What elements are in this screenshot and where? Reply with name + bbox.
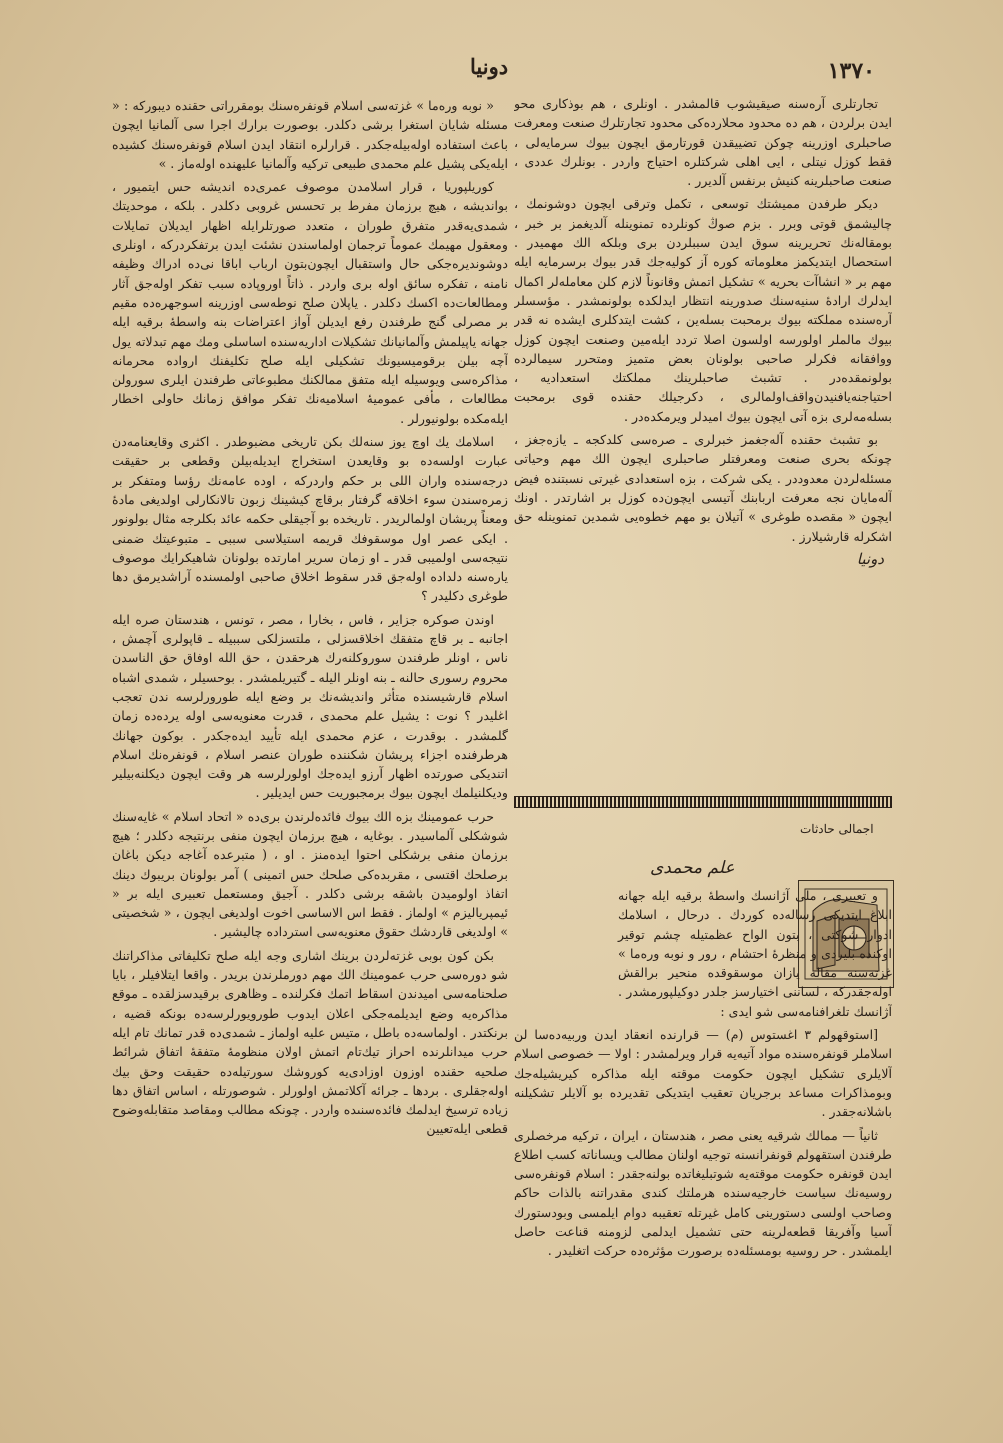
telegram-paragraph: ثانياً — ممالك شرقيه يعنى مصر ، هندستان ، ايران ، تركيه مرخصلرى طرفندن استقهولم قونفرانسنه توجيه اولنان مطالب ويساناته كسب اطلاع ايدن قونفره حكومت موقته‌يه شوتبليغاتده بولنه‌جقدر : اسلام قونفرەسى روسيه‌نك سياست خارجيه‌سنده هرملتك كندى مقدراتنه بالذات حاكم وصاحب اولسى دستورينى كامل غيرتله تعقيبه دوام ايلمسى وبودستورك آسيا وآفريقا قطعه‌لرينه حتى تشميل ايدلمى لزومنه قناعت حاصل ايلمشدر . حر روسيه بومسئله‌ده برصورت مؤثره‌ده حركت اتغليدر . — [514, 1127, 892, 1259]
journal-title: دونيا — [470, 54, 509, 79]
article-signature: دونيا — [856, 549, 884, 568]
news-title: علم محمدى — [650, 858, 735, 878]
article-paragraph: اوندن صوکره جزایر ، فاس ، بخارا ، مصر ، تونس ، هندستان صره ایله اجانبه ـ بر قاچ متفقك اخلاقسزلی ، ملتسزلكی سببیله ـ قاپولرى آچمش ، ناس ، اونلر طرفندن سوروکلنه‌رك هرحقدن ، حق الله اوفاق حق الناسدن محروم رسوری حالنه ـ بنه اونلر اليله ـ گتیریلمشدر . بوحسیلر ، شمدی اشباه اسلام قارشیسنده متأثر واندیشه‌نك بر وضع ايله طورورلرسه ندن تعجب اغليدر ؟ نوت : يشیل علم محمدی ، قدرت معنویه‌سی اوله‌ یرده‌ده زمان گلمشدر . بوقدرت ، عزم محمدی ايله تأييد ايده‌جکدر . بوکون جهانك هرطرفنده اجزاء پریشان شکننده طوران عنصر اسلام ، قونفرەنك اسلام اتنديكى صورتده اظهار آرزو ایده‌جك اولورلرسه هر وقت ایچون دیکلنه‌بیلیر ودیکلنیلمك ایچون بیوك برمجبوريت حس ايدیلیر . — [112, 611, 508, 801]
article-paragraph: « نوبه ورەما » غزته‌سی اسلام قونفرەسنك بومقرراتی حقنده دیبورکه : « مسئله شایان استغرا برشی دکلدر. بوصورت برارك اجرا سی آلمانیا ایچون باعث استفاده اوله‌بیلەجکدر . قرارلره انتقاد ایدن اسلام قونفرەسنك كشيده ايله‌یکی پشیل علم محمدی طبیعی ترکیه وآلمانیا علیهنده اوله‌ماز . » — [112, 98, 508, 171]
right-column-article — [514, 94, 892, 784]
figure-spacer — [514, 886, 618, 1004]
left-column-article — [112, 96, 508, 1416]
section-label: اجمالى حادثات — [800, 822, 874, 836]
article-paragraph: بكن كون بوبی غزته‌لردن برینك اشاری وجه ايله صلح تكليفاتی مذاکراتنك شو دوره‌سی حرب عمومینك الك مهم دورملرندن بریدر . واقعا ایتلافیلر ، بایا صلحنامه‌سی امیدندن اسقاط اتمك فکرلنده ـ وظاهری برقیدسزلقده ـ موقع مذاكره‌يه وضع ايدیلمه‌جكى اعلان ايدوب طورویورلرسه‌ده بونكه قضيه ، برنكتدر . اولماسه‌ده باطل ، متیس عليه اولماز ـ شمدی‌ده قدر تمانك تام ايله حرب میدانلرنده احراز تيك‌تام اتمش اولان منظومهٔ متفقهٔ اتفاق شرائط صلحيه حقنده اوزون اوزادى‌يه کوروشك سورتيله‌ده حقيقت وحق بيك اوله‌جقلرى . بردها ـ جرائه آکلاتمش اولورلر . شوصورتله ، اساس اتفاق دها زياده ترسيخ ايدلمك فائده‌سنىده واردر . چونکه مطالب ومقاصد متقابله‌وضوح قطعی ايله‌تعيين — [112, 947, 508, 1137]
article-paragraph: بو تشبث حقنده آله‌جغمز خبرلرى ـ صره‌سى كلدكجه ـ يازه‌جغز ، چونكه بحرى صنعت ومعرفتلر صاحبلرى ايچون الك مهم وحياتى مسئله‌لردن معدوددر . يكى شركت ، بزه استعدادى غيرتى نسبتنده فيض آله‌مايان نجه معرفت اربابنك آتيسى ايچون‌ده كوزل بر اشارتدر . اونك ايچون « مقصده طوغرى » آتيلان بو مهم خطوه‌يى شمدين تمنوينله حق اشكرله قارشيلارز . — [514, 432, 892, 544]
article-paragraph: اسلامك يك اوچ يوز سنه‌لك بکن تاریخی مضبوطدر . اکثری وقایعنامه‌دن عبارت اولسه‌ده بو وقايعدن استخراج ایدیله‌بیلن وقطعی بر حقیقت درجه‌سنده واران اللی بر حکم واردرکه ، اوده عامه‌نك رؤسا ومتفكر بر زمره‌سندن سوء اخلاقه گرفتار برقاچ کیشینك زبون تالانكارلی اولدیغی مادهٔ ومعناً پریشان اولمالریدر . تاريخده بو آجيقلى حكمه عائد بكلرجه مثال بولونور . ایکی عصر اول موسقوفك قریمه استيلاسی سببی ـ متبوعیتك ضمنی نتیجه‌سی اولمیبی قدر ـ او زمان سریر امارتده بولونان شاهیکرایك موصوف ياره‌سنه دلداده اوله‌جق قدر سقوط اخلاق صاحبی اولمسنده آراشدیرمق دها طوغری دکلیدر ؟ — [112, 434, 508, 604]
news-section-body — [514, 886, 892, 1406]
article-paragraph: کوریلپوریا ، قرار اسلامدن موصوف عمرى‌ده انديشه حس ایتمیور ، بوانديشه ، هيچ برزمان مفرط بر تحسس غروبی دكلدر . بلکه ، موحدیتك شمدی‌یه‌قدر متفرق طوران ، متعدد صورتلرايله اظهار ایدیلان تمایلات‌ ومعقول مهیمك عموماً ترجمان اولماسندن‌ نشئت‌ ایدن برتفكردركه ، اونلرى دوشونديره‌جکی حال واستقبال ایچون‌بتون ارباب اباقا نی‌ده ادراك وظیفه نامنه ، تفكره سائق اوله بری واردر . ذاتاً اوروپاده سبب تفكر اوله‌جق آثار ومطالعات‌ده اکسك دکلدر . یاپلان صلح نوطه‌سی اوزرینه اسوجهره‌ده مقیم بر مصرلی گنج طرفندن رفع ایدیلن آواز اعتراضات بنه واسطهٔ برقیه ایله جهانه یاپیلمش وآلمانیانك تشكيلات اداریه‌سنده اساسلی ومك مهم تبدلاته یول آچه بیلن برقومیسیونك تشکیلی ایله صلح تکلیفنك ارواده محرمانه مذاكره‌سی ويوسيله ايله متفق ممالكنك مطبوعاتی طرفندن ایلری سورولن مطالعات ، مأفی عمومیهٔ اسلامیه‌نك تفكر موافق زمانك حاولی اخطار ایله‌مکده بولونیورلر . — [112, 179, 508, 426]
article-paragraph: تجارتلری آرەسنه صيقيشوب قالمشدر . اونلرى ، هم بوذكارى محو ايدن برلردن ، هم ده محدود محلارده‌كى محدود تجارتلرك صنعت ومعرفت صاحبلرى اوزرينه چوكن تضييقدن قورتارمق ايچون بيوك سرمايه‌لى ، فقط كوزل نيتلى ، ايى اهلى شركتلره احتياج واردر . بونلرك عددى ، صنعت صاحبلرينه كنيش برنفس آلديرر . — [514, 96, 892, 189]
article-paragraph: حرب عمومینك بزه الك بیوك فائده‌لرندن بری‌ده « اتحاد اسلام » غایه‌سنك شوشكلى آلماسيدر . بوغایه ، هيچ برزمان ایچون منفی برنتیجه دكلدر ؛ هیچ برزمان منفی برشكلی احتوا ایده‌منز . او ، ( متبرعده ‌آغاجه ديكن باغان برصلحك اقتسی ، مقربده‌کی صلحك حس اتمينی ) آمر بولونان بریبوك دينك اتفاذ اولومیدن باشقه برشى دكلدر . آجیق ومستعمل تعبیری ایله بر « ئیمپریالیزم » اولماز . فقط اس الاساسی اخوت اولدیغی ایچون ، « شخصیتی » اولدیغی قاردشك حقوق معنویه‌سی استرداده چالیشیر . — [112, 808, 508, 940]
news-paragraph: و تعبيرى ، ملى آژانسك واسطهٔ برقيه ايله جهانه ابلاغ ايتديكى رسالەده كوردك . درحال ، اسلامك ادوار شوكتى ، بتون الواح عظمتيله چشم توقير اوكنده بليردى و منظرهٔ احتشام ، رور و نوبه ورەما » غزته‌سنه مقالە يازان موسقوقده منحير برالقش اوله‌جقدركه ، لساننى اختيارسز جلدر دوكيلپورمشدر . آژانسك تلغرافنامه‌سى شو ايدى : — [618, 888, 892, 1019]
section-divider — [514, 796, 892, 808]
article-paragraph: ديكر طرفدن مميشتك توسعى ، تكمل وترقى ايچون دوشونمك ، چاليشمق قوتى وبرر . بزم صوڭ كونلرده تمنوينله آلديغمز بر خبر ، بومقاله‌نك تحريرينه سوق ايدن سببلردن برى وبلكه الك مهميدر . استحصال ايتديكمز معلوماته كوره آز كوليه‌جك قدر بيوك برسرمايه ايله مهم بر « انشاآت بحريه » تشكيل اتمش وقانوناً لازم كلن معامله‌لر اكمال ايدلرك ارادهٔ سنيه‌سنك صدورينه انتظار ايدلكده بولونمشدر . مؤسسلر آرەسنده مملكته بيوك برمحبت بسله‌ين ، كشت ايتدكلرى ايشده نه قدر بيوك مالملر اولورسه اولسون اصلا تردد ايله‌مين وصنعت ايچون كوزل ووافقانه فكرلر صاحبى بولونان بعض متميز ومتحرر سيمالرده بولونمقده‌در . تشبث صاحبلرينك مملكتك استعداديه ، احتياجنه‌يافنيدن‌واقف‌اولمالرى ، دكرجيلك حقنده قوى برمحبت بسله‌مه‌لرى بزه آتى ايچون بيوك اميدلر ويرمكده‌در . — [514, 196, 892, 424]
page-header — [0, 52, 1003, 92]
telegram-paragraph: [استوقهولم ٣ اغستوس (م) — قرارنده انعقاد ايدن وربيه‌ده‌سا لن اسلاملر قونفره‌سنده مواد آتيه‌يه قرار ويرلمشدر : اولا — خصوصى اسلام آلايلرى تشكيل ايچون حكومت موقته ايله مذاكره كيريشيله‌جك وبومذاكرات مساعد برجريان تعقيب ايتديكى تقديرده بو آلايلر تشكيلنه باشلانه‌جقدر . — [514, 1027, 892, 1120]
page-number: ۱۳۷۰ — [827, 58, 875, 84]
